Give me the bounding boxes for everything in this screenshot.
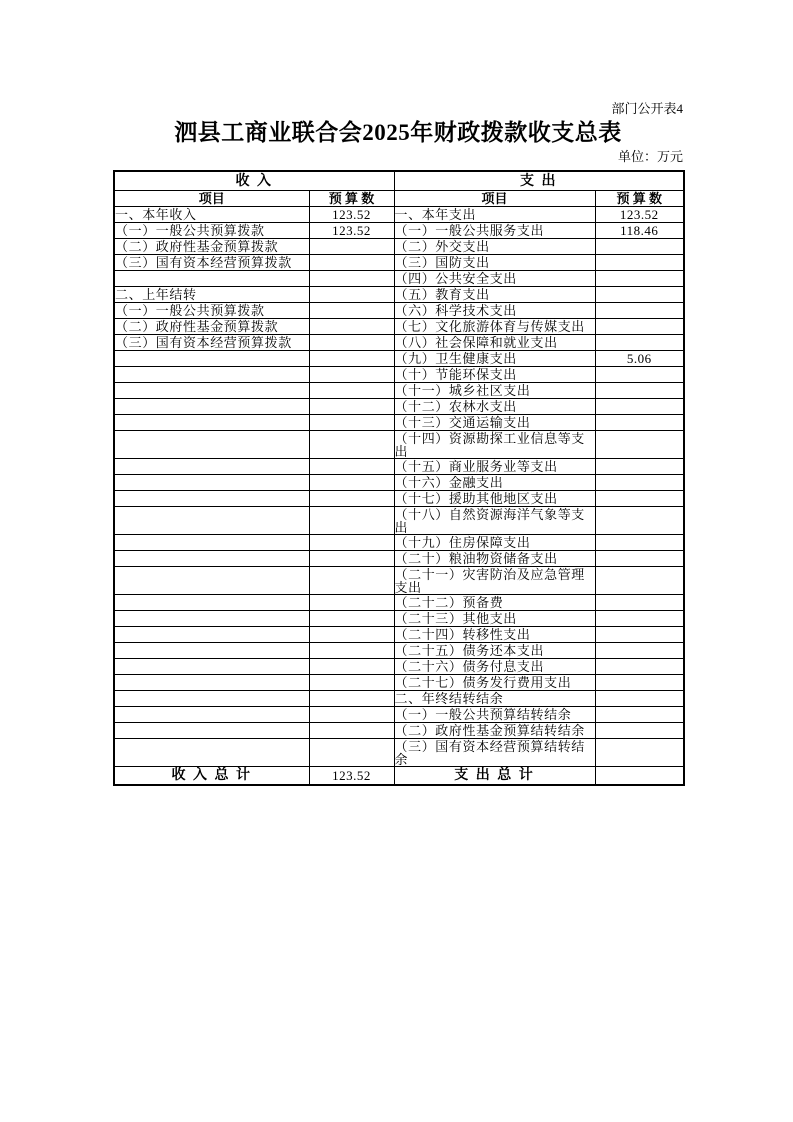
income-item-cell [114, 707, 309, 723]
income-item-cell [114, 491, 309, 507]
table-row [114, 351, 684, 367]
expenditure-value-cell [595, 399, 684, 415]
table-row [114, 383, 684, 399]
table-row [114, 723, 684, 739]
expenditure-item-cell: 一、本年支出 [394, 207, 595, 223]
income-value-cell [309, 415, 394, 431]
expenditure-item-cell: （十九）住房保障支出 [394, 535, 595, 551]
expenditure-value-cell [595, 627, 684, 643]
income-item-cell: （三）国有资本经营预算拨款 [114, 255, 309, 271]
expenditure-item-cell: 二、年终结转结余 [394, 691, 595, 707]
expenditure-item-cell: （十）节能环保支出 [394, 367, 595, 383]
expenditure-value-cell [595, 643, 684, 659]
expenditure-value-cell [595, 335, 684, 351]
income-item-cell [114, 595, 309, 611]
expenditure-value-cell [595, 691, 684, 707]
expenditure-item-cell: （三）国有资本经营预算结转结余 [394, 739, 595, 767]
expenditure-item-cell: （四）公共安全支出 [394, 271, 595, 287]
expenditure-item-cell: （十三）交通运输支出 [394, 415, 595, 431]
income-item-cell [114, 723, 309, 739]
income-item-cell [114, 507, 309, 535]
income-section-header: 收 入 [114, 171, 394, 191]
income-total-value: 123.52 [309, 767, 394, 786]
budget-table [113, 170, 685, 786]
income-value-cell [309, 239, 394, 255]
expenditure-item-cell: （三）国防支出 [394, 255, 595, 271]
doc-ref-label: 部门公开表4 [611, 101, 683, 116]
expenditure-value-cell [595, 459, 684, 475]
expenditure-value-cell [595, 367, 684, 383]
section-header-row [114, 171, 684, 191]
income-value-cell [309, 567, 394, 595]
table-row [114, 431, 684, 459]
income-item-cell [114, 383, 309, 399]
table-row [114, 255, 684, 271]
income-value-cell [309, 383, 394, 399]
expenditure-item-cell: （十六）金融支出 [394, 475, 595, 491]
income-value-cell [309, 351, 394, 367]
expenditure-item-cell: （七）文化旅游体育与传媒支出 [394, 319, 595, 335]
income-value-cell [309, 475, 394, 491]
income-value-cell [309, 271, 394, 287]
income-item-cell: （一）一般公共预算拨款 [114, 223, 309, 239]
expenditure-value-cell [595, 659, 684, 675]
expenditure-value-cell: 123.52 [595, 207, 684, 223]
income-value-cell [309, 255, 394, 271]
income-item-cell [114, 431, 309, 459]
table-row [114, 287, 684, 303]
expenditure-item-cell: （十八）自然资源海洋气象等支出 [394, 507, 595, 535]
income-value-cell [309, 399, 394, 415]
expenditure-value-cell [595, 319, 684, 335]
expenditure-value-cell [595, 415, 684, 431]
expenditure-value-cell [595, 255, 684, 271]
expenditure-item-cell: （二）外交支出 [394, 239, 595, 255]
column-header-row [114, 191, 684, 207]
expenditure-item-cell: （十一）城乡社区支出 [394, 383, 595, 399]
expenditure-item-cell: （一）一般公共服务支出 [394, 223, 595, 239]
income-item-cell: 二、上年结转 [114, 287, 309, 303]
expenditure-item-cell: （八）社会保障和就业支出 [394, 335, 595, 351]
income-item-cell [114, 551, 309, 567]
expenditure-value-cell: 118.46 [595, 223, 684, 239]
income-value-cell [309, 627, 394, 643]
expenditure-budget-column-header: 预 算 数 [595, 191, 684, 207]
table-row [114, 507, 684, 535]
table-row [114, 459, 684, 475]
expenditure-value-cell [595, 287, 684, 303]
page-title: 泗县工商业联合会2025年财政拨款收支总表 [174, 120, 622, 145]
income-value-cell [309, 507, 394, 535]
expenditure-value-cell [595, 303, 684, 319]
income-item-cell: 一、本年收入 [114, 207, 309, 223]
table-row [114, 595, 684, 611]
unit-label: 单位：万元 [617, 149, 683, 164]
table-row [114, 691, 684, 707]
expenditure-item-cell: （二）政府性基金预算结转结余 [394, 723, 595, 739]
expenditure-value-cell [595, 707, 684, 723]
table-row [114, 707, 684, 723]
expenditure-value-cell [595, 507, 684, 535]
income-value-cell [309, 459, 394, 475]
expenditure-total-label: 支 出 总 计 [394, 767, 595, 786]
table-row [114, 675, 684, 691]
expenditure-item-cell: （二十七）债务发行费用支出 [394, 675, 595, 691]
expenditure-item-cell: （一）一般公共预算结转结余 [394, 707, 595, 723]
expenditure-item-column-header: 项目 [394, 191, 595, 207]
income-item-cell: （三）国有资本经营预算拨款 [114, 335, 309, 351]
expenditure-item-cell: （九）卫生健康支出 [394, 351, 595, 367]
income-budget-column-header: 预 算 数 [309, 191, 394, 207]
expenditure-section-header: 支 出 [394, 171, 684, 191]
income-value-cell [309, 643, 394, 659]
expenditure-value-cell [595, 595, 684, 611]
table-row [114, 303, 684, 319]
expenditure-value-cell [595, 491, 684, 507]
income-item-cell [114, 459, 309, 475]
expenditure-value-cell [595, 567, 684, 595]
expenditure-value-cell [595, 475, 684, 491]
expenditure-value-cell [595, 271, 684, 287]
expenditure-value-cell [595, 675, 684, 691]
expenditure-item-cell: （五）教育支出 [394, 287, 595, 303]
income-value-cell [309, 611, 394, 627]
income-value-cell: 123.52 [309, 207, 394, 223]
expenditure-value-cell [595, 431, 684, 459]
table-row [114, 739, 684, 767]
expenditure-item-cell: （十二）农林水支出 [394, 399, 595, 415]
income-value-cell [309, 739, 394, 767]
expenditure-item-cell: （二十一）灾害防治及应急管理支出 [394, 567, 595, 595]
income-value-cell: 123.52 [309, 223, 394, 239]
income-value-cell [309, 367, 394, 383]
expenditure-value-cell [595, 739, 684, 767]
table-row [114, 335, 684, 351]
table-row [114, 271, 684, 287]
table-row [114, 367, 684, 383]
expenditure-item-cell: （二十）粮油物资储备支出 [394, 551, 595, 567]
expenditure-value-cell [595, 611, 684, 627]
expenditure-item-cell: （十四）资源勘探工业信息等支出 [394, 431, 595, 459]
income-item-cell [114, 367, 309, 383]
expenditure-item-cell: （二十四）转移性支出 [394, 627, 595, 643]
income-item-cell [114, 415, 309, 431]
income-item-cell [114, 535, 309, 551]
total-row [114, 767, 684, 786]
table-row [114, 551, 684, 567]
income-value-cell [309, 675, 394, 691]
expenditure-item-cell: （二十六）债务付息支出 [394, 659, 595, 675]
income-value-cell [309, 303, 394, 319]
table-header [114, 171, 684, 207]
income-value-cell [309, 595, 394, 611]
income-item-cell [114, 567, 309, 595]
income-item-cell: （二）政府性基金预算拨款 [114, 239, 309, 255]
expenditure-value-cell [595, 239, 684, 255]
income-item-cell [114, 611, 309, 627]
expenditure-item-cell: （二十二）预备费 [394, 595, 595, 611]
income-value-cell [309, 659, 394, 675]
table-body [114, 207, 684, 767]
table-row [114, 567, 684, 595]
expenditure-value-cell [595, 723, 684, 739]
income-value-cell [309, 491, 394, 507]
income-item-cell [114, 659, 309, 675]
table-row [114, 535, 684, 551]
table-row [114, 491, 684, 507]
expenditure-item-cell: （十五）商业服务业等支出 [394, 459, 595, 475]
income-item-cell [114, 475, 309, 491]
expenditure-item-cell: （二十三）其他支出 [394, 611, 595, 627]
expenditure-item-cell: （十七）援助其他地区支出 [394, 491, 595, 507]
table-row [114, 415, 684, 431]
table-row [114, 475, 684, 491]
expenditure-item-cell: （二十五）债务还本支出 [394, 643, 595, 659]
income-value-cell [309, 431, 394, 459]
income-item-cell [114, 691, 309, 707]
table-row [114, 223, 684, 239]
table-row [114, 627, 684, 643]
table-footer [114, 767, 684, 786]
income-item-cell: （一）一般公共预算拨款 [114, 303, 309, 319]
income-value-cell [309, 535, 394, 551]
income-value-cell [309, 691, 394, 707]
table-row [114, 207, 684, 223]
table-row [114, 659, 684, 675]
income-value-cell [309, 335, 394, 351]
expenditure-value-cell: 5.06 [595, 351, 684, 367]
income-item-cell [114, 627, 309, 643]
income-value-cell [309, 707, 394, 723]
income-value-cell [309, 723, 394, 739]
table-row [114, 319, 684, 335]
expenditure-value-cell [595, 383, 684, 399]
income-value-cell [309, 319, 394, 335]
expenditure-total-value [595, 767, 684, 786]
income-item-cell [114, 399, 309, 415]
income-item-cell [114, 739, 309, 767]
income-item-cell [114, 271, 309, 287]
table-row [114, 643, 684, 659]
income-total-label: 收 入 总 计 [114, 767, 309, 786]
income-value-cell [309, 551, 394, 567]
income-item-column-header: 项目 [114, 191, 309, 207]
income-item-cell [114, 643, 309, 659]
income-item-cell: （二）政府性基金预算拨款 [114, 319, 309, 335]
table-row [114, 399, 684, 415]
expenditure-value-cell [595, 535, 684, 551]
income-item-cell [114, 351, 309, 367]
expenditure-value-cell [595, 551, 684, 567]
table-row [114, 611, 684, 627]
expenditure-item-cell: （六）科学技术支出 [394, 303, 595, 319]
income-value-cell [309, 287, 394, 303]
income-item-cell [114, 675, 309, 691]
table-row [114, 239, 684, 255]
